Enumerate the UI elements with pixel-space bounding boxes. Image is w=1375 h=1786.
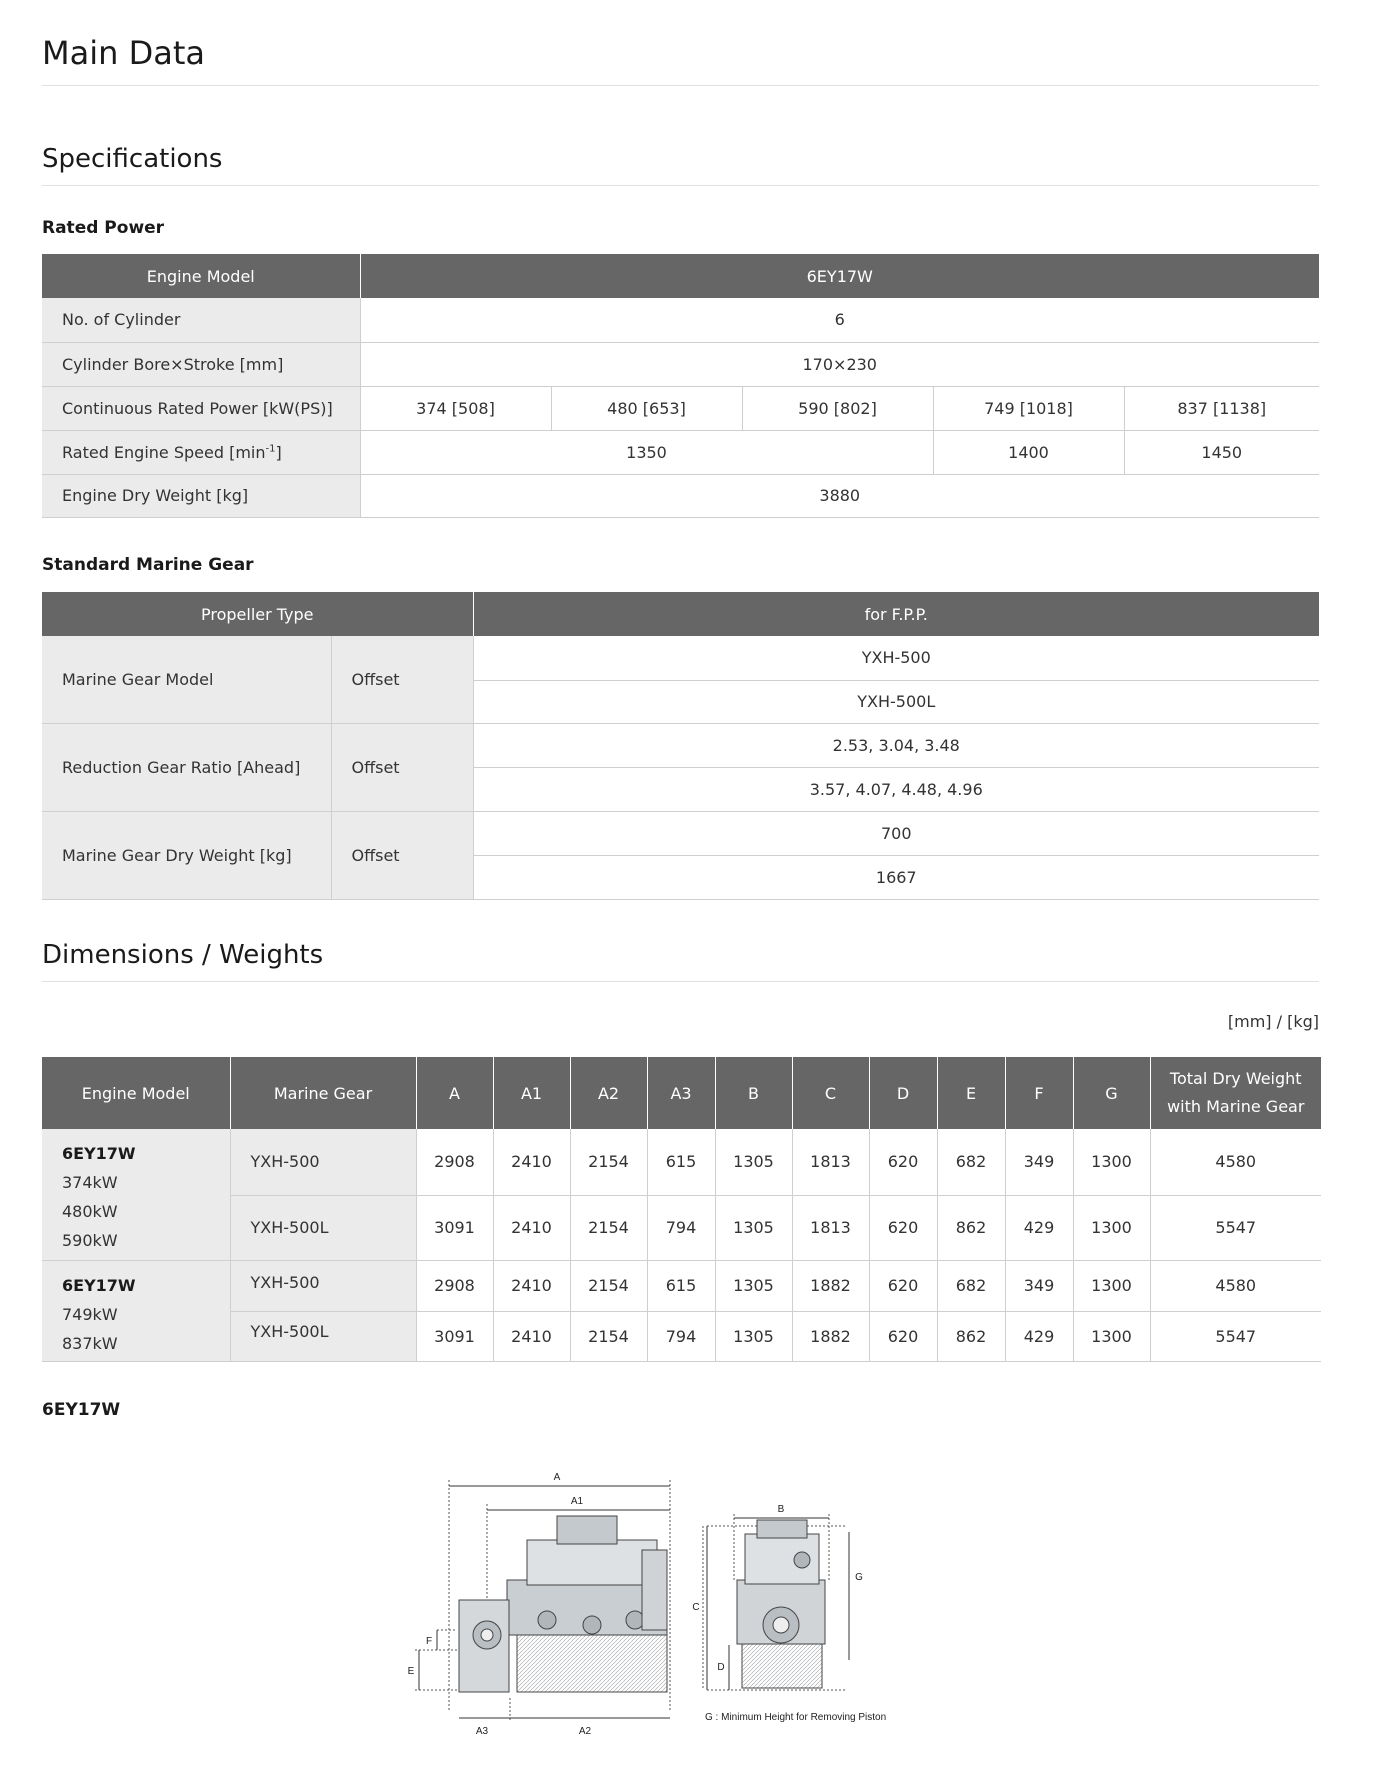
col-g: G — [1073, 1057, 1150, 1129]
drawing-label-a2: A2 — [578, 1726, 592, 1737]
dim-b: 1305 — [715, 1260, 792, 1311]
dim-a2: 2154 — [570, 1195, 647, 1260]
dim-g: 1300 — [1073, 1311, 1150, 1361]
col-marine-gear: Marine Gear — [230, 1057, 416, 1129]
dim-a2: 2154 — [570, 1260, 647, 1311]
engine-model-header: Engine Model — [42, 254, 360, 298]
specifications-heading: Specifications — [42, 144, 1319, 186]
engine-speed-value: 1400 — [933, 430, 1124, 474]
dim-g: 1300 — [1073, 1129, 1150, 1195]
total-weight: 4580 — [1150, 1129, 1321, 1195]
engine-speed-value: 1450 — [1124, 430, 1319, 474]
dim-c: 1813 — [792, 1129, 869, 1195]
dim-a1: 2410 — [493, 1195, 570, 1260]
table-row — [42, 1311, 1321, 1361]
dim-a3: 794 — [647, 1195, 715, 1260]
col-b: B — [715, 1057, 792, 1129]
marine-gear-table — [42, 592, 1319, 900]
drawing-label-b: B — [777, 1504, 785, 1515]
dim-e: 862 — [937, 1311, 1005, 1361]
drawing-label-a3: A3 — [475, 1726, 489, 1737]
drawing-label-a: A — [553, 1472, 561, 1483]
engine-weight-label: Engine Dry Weight [kg] — [42, 474, 360, 517]
propeller-type-header: Propeller Type — [42, 592, 473, 636]
col-c: C — [792, 1057, 869, 1129]
dim-a3: 615 — [647, 1260, 715, 1311]
dim-a1: 2410 — [493, 1311, 570, 1361]
dim-d: 620 — [869, 1260, 937, 1311]
dim-c: 1813 — [792, 1195, 869, 1260]
dim-a: 2908 — [416, 1129, 493, 1195]
gear-weight-label: Marine Gear Dry Weight [kg] — [42, 811, 331, 899]
engine-speed-value: 1350 — [360, 430, 933, 474]
dim-e: 682 — [937, 1129, 1005, 1195]
rated-power-heading: Rated Power — [42, 218, 165, 238]
gear-ratio-value: 2.53, 3.04, 3.48 — [473, 723, 1319, 767]
engine-dimension-drawing — [407, 1450, 997, 1740]
dim-a: 3091 — [416, 1311, 493, 1361]
gear-weight-value: 700 — [473, 811, 1319, 855]
dim-a2: 2154 — [570, 1311, 647, 1361]
dim-a: 3091 — [416, 1195, 493, 1260]
rated-power-label: Continuous Rated Power [kW(PS)] — [42, 386, 360, 430]
dimensions-table — [42, 1057, 1321, 1362]
dim-g: 1300 — [1073, 1195, 1150, 1260]
rated-power-value: 374 [508] — [360, 386, 551, 430]
table-row — [42, 1195, 1321, 1260]
drawing-label-g: G — [855, 1572, 863, 1583]
gear-cell: YXH-500 — [230, 1260, 416, 1311]
rated-power-value: 749 [1018] — [933, 386, 1124, 430]
dim-b: 1305 — [715, 1129, 792, 1195]
dim-f: 349 — [1005, 1260, 1073, 1311]
offset-label: Offset — [331, 636, 473, 723]
dim-a3: 615 — [647, 1129, 715, 1195]
gear-ratio-label: Reduction Gear Ratio [Ahead] — [42, 723, 331, 811]
drawing-heading: 6EY17W — [42, 1400, 121, 1420]
dim-e: 862 — [937, 1195, 1005, 1260]
dim-c: 1882 — [792, 1311, 869, 1361]
dim-d: 620 — [869, 1129, 937, 1195]
col-total-weight: Total Dry Weight with Marine Gear — [1150, 1057, 1321, 1129]
table-row — [42, 1260, 1321, 1311]
rated-power-value: 480 [653] — [551, 386, 742, 430]
bore-stroke-value: 170×230 — [360, 342, 1319, 386]
total-weight: 5547 — [1150, 1311, 1321, 1361]
drawing-label-c: C — [692, 1602, 700, 1613]
engine-speed-label: Rated Engine Speed $[\min^{-1}]$ — [42, 430, 360, 474]
col-d: D — [869, 1057, 937, 1129]
dim-f: 429 — [1005, 1195, 1073, 1260]
gear-cell: YXH-500L — [230, 1195, 416, 1260]
drawing-note: G : Minimum Height for Removing Piston — [705, 1712, 887, 1723]
gear-cell: YXH-500 — [230, 1129, 416, 1195]
cylinder-count-value: 6 — [360, 298, 1319, 342]
col-a1: A1 — [493, 1057, 570, 1129]
gear-cell: YXH-500L — [230, 1311, 416, 1361]
drawing-label-f: F — [425, 1636, 433, 1647]
engine-weight-value: 3880 — [360, 474, 1319, 517]
drawing-label-a1: A1 — [570, 1496, 584, 1507]
marine-gear-heading: Standard Marine Gear — [42, 555, 254, 575]
propeller-type-value: for F.P.P. — [473, 592, 1319, 636]
bore-stroke-label: Cylinder Bore×Stroke [mm] — [42, 342, 360, 386]
dim-f: 429 — [1005, 1311, 1073, 1361]
gear-ratio-value: 3.57, 4.07, 4.48, 4.96 — [473, 767, 1319, 811]
dim-d: 620 — [869, 1195, 937, 1260]
dim-d: 620 — [869, 1311, 937, 1361]
rated-power-value: 837 [1138] — [1124, 386, 1319, 430]
col-e: E — [937, 1057, 1005, 1129]
col-a: A — [416, 1057, 493, 1129]
dimensions-heading: Dimensions / Weights — [42, 940, 1319, 982]
gear-model-value: YXH-500 — [473, 636, 1319, 680]
dim-a1: 2410 — [493, 1260, 570, 1311]
engine-model-cell: 6EY17W 749kW 837kW — [42, 1260, 230, 1361]
unit-label: [mm] / [kg] — [1227, 1012, 1319, 1031]
total-weight: 5547 — [1150, 1195, 1321, 1260]
table-row — [42, 1129, 1321, 1195]
col-engine-model: Engine Model — [42, 1057, 230, 1129]
page-title: Main Data — [42, 34, 1319, 86]
dim-a3: 794 — [647, 1311, 715, 1361]
col-a3: A3 — [647, 1057, 715, 1129]
dim-g: 1300 — [1073, 1260, 1150, 1311]
gear-weight-value: 1667 — [473, 855, 1319, 899]
col-f: F — [1005, 1057, 1073, 1129]
rated-power-table — [42, 254, 1319, 518]
dim-f: 349 — [1005, 1129, 1073, 1195]
dim-c: 1882 — [792, 1260, 869, 1311]
offset-label: Offset — [331, 723, 473, 811]
dim-e: 682 — [937, 1260, 1005, 1311]
gear-model-label: Marine Gear Model — [42, 636, 331, 723]
drawing-label-e: E — [407, 1666, 415, 1677]
dim-a2: 2154 — [570, 1129, 647, 1195]
engine-model-cell: 6EY17W 374kW 480kW 590kW — [42, 1129, 230, 1260]
cylinder-count-label: No. of Cylinder — [42, 298, 360, 342]
drawing-label-d: D — [717, 1662, 725, 1673]
rated-power-value: 590 [802] — [742, 386, 933, 430]
gear-model-value: YXH-500L — [473, 680, 1319, 723]
total-weight: 4580 — [1150, 1260, 1321, 1311]
col-a2: A2 — [570, 1057, 647, 1129]
engine-model-value: 6EY17W — [360, 254, 1319, 298]
dim-b: 1305 — [715, 1311, 792, 1361]
dim-a1: 2410 — [493, 1129, 570, 1195]
dim-a: 2908 — [416, 1260, 493, 1311]
dim-b: 1305 — [715, 1195, 792, 1260]
offset-label: Offset — [331, 811, 473, 899]
